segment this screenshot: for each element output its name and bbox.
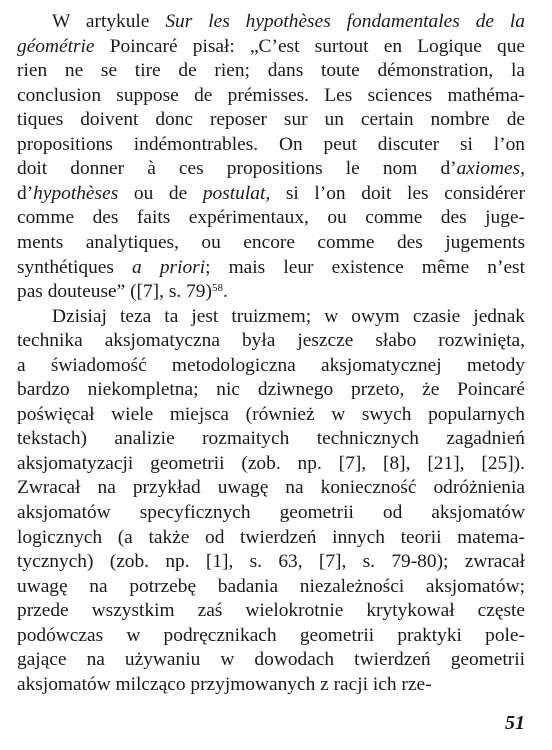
text-segment: géométrie [17, 35, 95, 57]
text-segment: aksjomatów milcząco przyjmowanych z racji ich rze- [17, 673, 432, 695]
text-segment: przede wszystkim zaś wielokrotnie krytykował częste [17, 600, 525, 622]
footnote-ref: 58 [211, 282, 223, 295]
text-line [52, 10, 525, 34]
text-segment: comme des faits expérimentaux, ou comme des juge- [17, 207, 525, 229]
text-line [17, 575, 525, 599]
text-line [17, 329, 525, 353]
text-segment: d’ [17, 182, 34, 204]
text-segment: Sur les hypothèses fondamentales de la [165, 11, 525, 32]
text-line [17, 354, 525, 378]
text-line [17, 59, 525, 83]
text-segment: Zwracał na przykład uwagę na konieczność odróżnienia [17, 477, 525, 499]
text-line [17, 452, 525, 476]
text-segment: aksjomatów specyficznych geometrii od aksjomatów [17, 502, 525, 523]
text-line [17, 501, 525, 525]
text-line [17, 378, 525, 402]
text-segment: a świadomość metodologiczna aksjomatycznej metody [17, 354, 525, 376]
text-line [17, 673, 525, 697]
text-line [17, 280, 525, 304]
text-segment: tiques doivent donc reposer sur un certain nombre de [17, 109, 525, 131]
text-line [17, 108, 525, 132]
text-segment: Poincaré pisał: „C’est surtout en Logique que [94, 35, 525, 57]
text-line [17, 84, 525, 108]
text-line [17, 206, 525, 230]
page-number: 51 [505, 712, 525, 734]
text-segment: technika aksjomatyczna była jeszcze słabo rozwinięta, [17, 330, 525, 352]
text-segment: doit donner à ces propositions le nom d’ [17, 158, 457, 180]
text-line [17, 624, 525, 648]
text-segment: W artykule [52, 11, 166, 32]
text-segment: rien ne se tire de rien; dans toute démonstration, la [17, 60, 525, 82]
text-segment: axiomes, [456, 158, 525, 180]
text-segment: logicznych (a także od twierdzeń innych teorii matema- [17, 526, 525, 548]
text-line [17, 133, 525, 157]
text-segment: tycznych) (zob. np. [1], s. 63, [7], s. 79-80); zwracał [17, 551, 525, 573]
text-segment: conclusion suppose de prémisses. Les sciences mathéma- [17, 84, 525, 106]
text-segment: uwagę na potrzebę badania niezależności aksjomatów; [17, 575, 525, 597]
text-line [17, 427, 525, 451]
text-line [17, 35, 525, 59]
text-line [17, 550, 525, 574]
text-segment: . [222, 281, 228, 303]
text-segment: aksjomatyzacji geometrii (zob. np. [7], [8], [21], [25]). [17, 452, 525, 474]
text-line [17, 403, 525, 427]
text-segment: bardzo niekompletna; nic dziwnego przeto, że Poincaré [17, 379, 525, 401]
text-segment: ou de [118, 182, 203, 204]
text-line [17, 256, 525, 280]
text-segment: propositions indémontrables. On peut discuter si l’on [17, 133, 525, 155]
text-line [17, 599, 525, 623]
text-segment: postulat, [202, 182, 271, 204]
text-line [17, 157, 525, 181]
text-line [52, 305, 525, 329]
text-segment: tekstach) analizie rozmaitych technicznych zagadnień [17, 428, 525, 450]
text-segment: si l’on doit les considérer [270, 182, 525, 204]
text-segment: a priori [132, 256, 206, 278]
text-line [17, 526, 525, 550]
text-segment: synthétiques [17, 256, 133, 278]
text-line [17, 476, 525, 500]
text-segment: ments analytiques, ou encore comme des jugements [17, 231, 525, 253]
text-line [17, 231, 525, 255]
text-segment: ; mais leur existence même n’est [205, 256, 525, 278]
text-segment: pas douteuse” ([7], s. 79) [17, 281, 212, 303]
text-segment: poświęcał wiele miejsca (również w swych popularnych [17, 403, 525, 425]
text-line [17, 182, 525, 206]
text-line [17, 648, 525, 672]
text-segment: gające na używaniu w dowodach twierdzeń geometrii [17, 649, 525, 671]
text-segment: Dzisiaj teza ta jest truizmem; w owym czasie jednak [52, 305, 525, 327]
text-segment: podówczas w podręcznikach geometrii praktyki pole- [17, 624, 525, 646]
text-segment: hypothèses [33, 182, 119, 204]
